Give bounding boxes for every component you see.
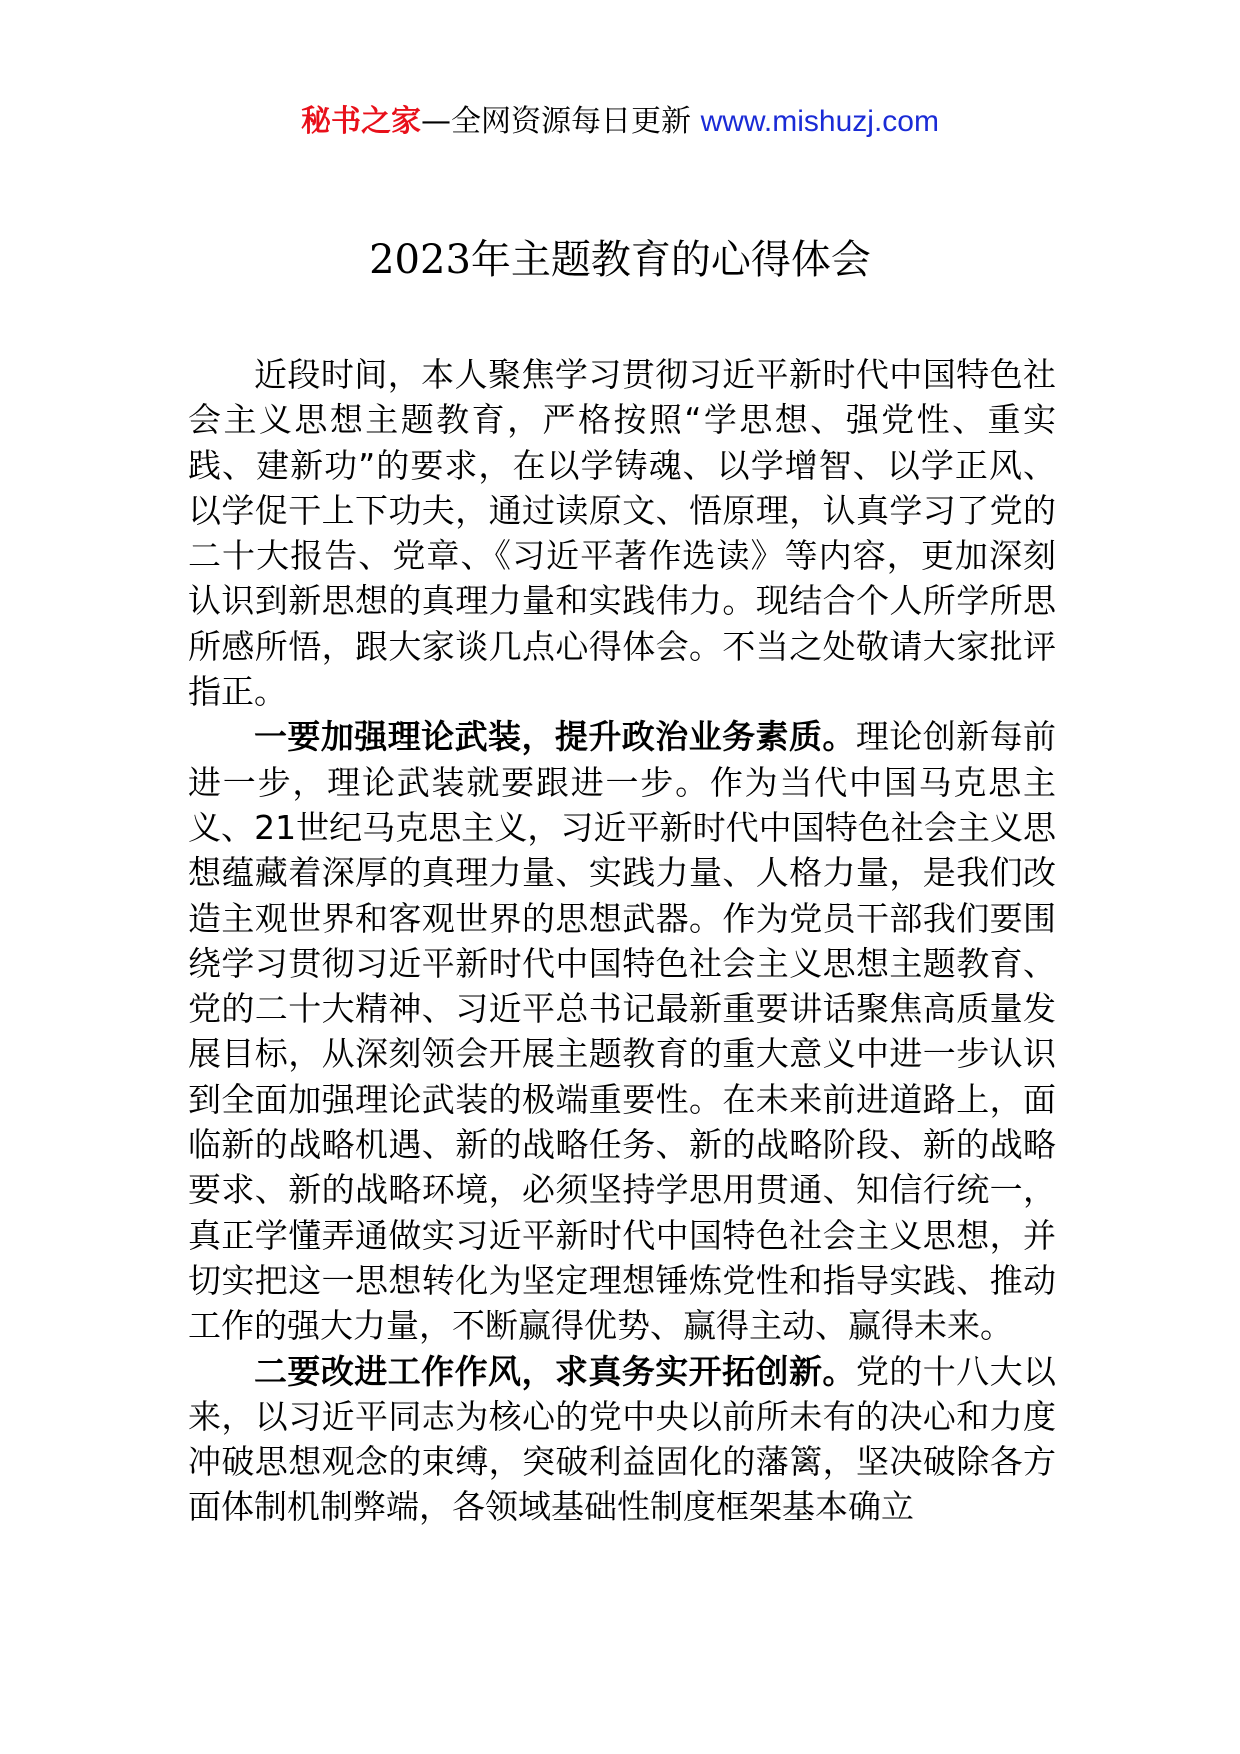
paragraph-intro — [188, 352, 1056, 714]
site-url-link[interactable]: www.mishuzj.com — [700, 105, 939, 138]
paragraph-text: 近段时间，本人聚焦学习贯彻习近平新时代中国特色社会主义思想主题教育，严格按照“学思想、强党性、重实践、建新功”的要求，在以学铸魂、以学增智、以学正风、以学促干上下功夫，通过读原文、悟原理，认真学习了党的二十大报告、党章、《习近平著作选读》等内容，更加深刻认识到新思想的真理力量和实践伟力。现结合个人所学所思所感所悟，跟大家谈几点心得体会。不当之处敬请大家批评指正。 — [188, 355, 1056, 712]
header-slogan: —全网资源每日更新 — [421, 104, 692, 139]
paragraph-point-2 — [188, 1349, 1056, 1530]
paragraph-lead: 二要改进工作作风，求真务实开拓创新。 — [254, 1351, 856, 1391]
document-body — [188, 352, 1056, 1530]
paragraph-text: 理论创新每前进一步，理论武装就要跟进一步。作为当代中国马克思主义、21世纪马克思主义，习近平新时代中国特色社会主义思想蕴藏着深厚的真理力量、实践力量、人格力量，是我们改造主观世界和客观世界的思想武器。作为党员干部我们要围绕学习贯彻习近平新时代中国特色社会主义思想主题教育、党的二十大精神、习近平总书记最新重要讲话聚焦高质量发展目标，从深刻领会开展主题教育的重大意义中进一步认识到全面加强理论武装的极端重要性。在未来前进道路上，面临新的战略机遇、新的战略任务、新的战略阶段、新的战略要求、新的战略环境，必须坚持学思用贯通、知信行统一，真正学懂弄通做实习近平新时代中国特色社会主义思想，并切实把这一思想转化为坚定理想锤炼党性和指导实践、推动工作的强大力量，不断赢得优势、赢得主动、赢得未来。 — [188, 717, 1057, 1346]
paragraph-lead: 一要加强理论武装，提升政治业务素质。 — [254, 717, 856, 757]
site-header — [0, 100, 1240, 144]
paragraph-text: 党的十八大以来，以习近平同志为核心的党中央以前所未有的决心和力度冲破思想观念的束缚，突破利益固化的藩篱，坚决破除各方面体制机制弊端，各领域基础性制度框架基本确立 — [188, 1351, 1057, 1527]
paragraph-point-1 — [188, 714, 1056, 1348]
brand-name: 秘书之家 — [301, 104, 422, 139]
document-title: 2023年主题教育的心得体会 — [369, 237, 871, 283]
